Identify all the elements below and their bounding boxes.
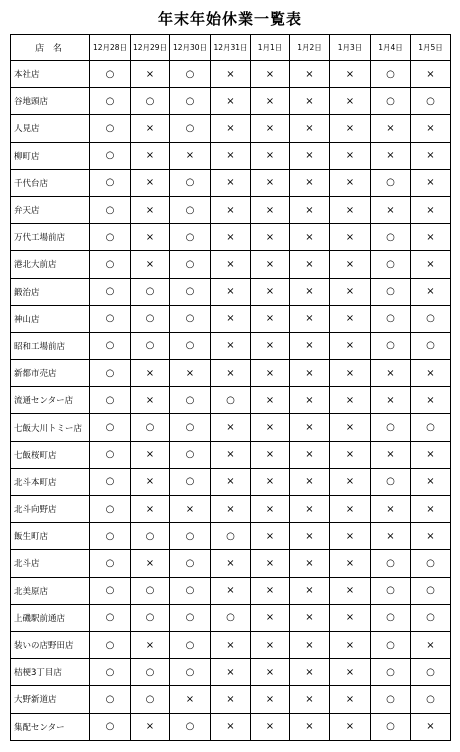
status-cell: ×	[211, 169, 251, 196]
date-column-header: 12月30日	[170, 35, 211, 61]
status-cell: ×	[211, 468, 251, 495]
status-cell: ×	[131, 441, 170, 468]
status-cell: ○	[90, 659, 131, 686]
status-cell: ○	[170, 251, 211, 278]
status-cell: ×	[330, 496, 371, 523]
status-cell: ○	[90, 88, 131, 115]
date-column-header: 12月31日	[211, 35, 251, 61]
status-cell: ×	[251, 631, 290, 658]
status-cell: ×	[411, 360, 451, 387]
status-cell: ×	[251, 360, 290, 387]
status-cell: ×	[330, 441, 371, 468]
status-cell: ○	[90, 577, 131, 604]
status-cell: ○	[211, 523, 251, 550]
schedule-body	[11, 61, 451, 741]
table-row	[11, 468, 451, 495]
table-row	[11, 332, 451, 359]
status-cell: ×	[131, 169, 170, 196]
date-column-header: 1月1日	[251, 35, 290, 61]
status-cell: ○	[90, 496, 131, 523]
status-cell: ○	[170, 631, 211, 658]
status-cell: ×	[170, 360, 211, 387]
status-cell: ×	[411, 169, 451, 196]
status-cell: ×	[411, 278, 451, 305]
date-column-header: 1月2日	[290, 35, 330, 61]
status-cell: ○	[371, 224, 411, 251]
table-row	[11, 278, 451, 305]
date-column-header: 1月3日	[330, 35, 371, 61]
status-cell: ○	[90, 360, 131, 387]
store-name-cell: 千代台店	[11, 169, 90, 196]
holiday-schedule-table	[10, 34, 451, 741]
status-cell: ○	[170, 659, 211, 686]
table-row	[11, 360, 451, 387]
status-cell: ×	[251, 251, 290, 278]
status-cell: ×	[371, 142, 411, 169]
status-cell: ○	[90, 332, 131, 359]
status-cell: ×	[411, 196, 451, 223]
status-cell: ×	[411, 441, 451, 468]
status-cell: ×	[330, 686, 371, 713]
status-cell: ×	[251, 414, 290, 441]
status-cell: ×	[290, 278, 330, 305]
status-cell: ×	[211, 550, 251, 577]
status-cell: ×	[330, 550, 371, 577]
status-cell: ○	[131, 577, 170, 604]
store-name-cell: 集配センター	[11, 713, 90, 740]
status-cell: ×	[411, 142, 451, 169]
date-column-header: 1月4日	[371, 35, 411, 61]
status-cell: ×	[211, 496, 251, 523]
status-cell: ×	[211, 631, 251, 658]
status-cell: ○	[90, 251, 131, 278]
status-cell: ×	[290, 441, 330, 468]
store-name-cell: 北斗店	[11, 550, 90, 577]
status-cell: ×	[211, 332, 251, 359]
status-cell: ○	[90, 441, 131, 468]
status-cell: ○	[170, 414, 211, 441]
status-cell: ×	[211, 659, 251, 686]
status-cell: ○	[170, 604, 211, 631]
status-cell: ×	[211, 88, 251, 115]
store-name-cell: 昭和工場前店	[11, 332, 90, 359]
status-cell: ×	[330, 360, 371, 387]
status-cell: ×	[330, 577, 371, 604]
table-row	[11, 115, 451, 142]
status-cell: ×	[251, 387, 290, 414]
status-cell: ×	[290, 251, 330, 278]
status-cell: ×	[330, 659, 371, 686]
status-cell: ×	[330, 278, 371, 305]
status-cell: ×	[371, 496, 411, 523]
table-row	[11, 496, 451, 523]
status-cell: ×	[170, 686, 211, 713]
status-cell: ○	[371, 631, 411, 658]
status-cell: ×	[251, 278, 290, 305]
status-cell: ×	[131, 115, 170, 142]
status-cell: ○	[371, 251, 411, 278]
status-cell: ×	[411, 523, 451, 550]
status-cell: ○	[371, 305, 411, 332]
status-cell: ○	[371, 604, 411, 631]
status-cell: ×	[290, 142, 330, 169]
page-title: 年末年始休業一覧表	[157, 10, 302, 28]
status-cell: ○	[131, 523, 170, 550]
status-cell: ×	[211, 115, 251, 142]
status-cell: ○	[131, 88, 170, 115]
status-cell: ○	[411, 550, 451, 577]
status-cell: ×	[330, 224, 371, 251]
status-cell: ×	[330, 523, 371, 550]
status-cell: ×	[330, 387, 371, 414]
table-row	[11, 441, 451, 468]
status-cell: ×	[251, 441, 290, 468]
store-name-cell: 七飯大川トミー店	[11, 414, 90, 441]
table-row	[11, 88, 451, 115]
status-cell: ○	[170, 88, 211, 115]
status-cell: ○	[90, 278, 131, 305]
table-row	[11, 550, 451, 577]
status-cell: ×	[251, 496, 290, 523]
status-cell: ×	[290, 523, 330, 550]
status-cell: ×	[251, 88, 290, 115]
status-cell: ○	[411, 577, 451, 604]
status-cell: ×	[290, 659, 330, 686]
status-cell: ×	[251, 196, 290, 223]
status-cell: ○	[170, 550, 211, 577]
status-cell: ×	[330, 332, 371, 359]
status-cell: ○	[170, 196, 211, 223]
status-cell: ○	[411, 305, 451, 332]
status-cell: ×	[371, 387, 411, 414]
status-cell: ○	[131, 604, 170, 631]
status-cell: ○	[131, 305, 170, 332]
status-cell: ○	[170, 523, 211, 550]
table-row	[11, 224, 451, 251]
status-cell: ×	[330, 169, 371, 196]
status-cell: ○	[90, 169, 131, 196]
status-cell: ×	[330, 251, 371, 278]
status-cell: ○	[170, 224, 211, 251]
status-cell: ×	[290, 115, 330, 142]
status-cell: ○	[131, 278, 170, 305]
status-cell: ○	[411, 332, 451, 359]
status-cell: ○	[90, 550, 131, 577]
status-cell: ○	[371, 332, 411, 359]
status-cell: ×	[131, 61, 170, 88]
status-cell: ○	[371, 686, 411, 713]
store-name-cell: 鍛治店	[11, 278, 90, 305]
store-name-cell: 人見店	[11, 115, 90, 142]
status-cell: ×	[290, 414, 330, 441]
status-cell: ○	[170, 61, 211, 88]
status-cell: ×	[211, 713, 251, 740]
status-cell: ×	[411, 251, 451, 278]
store-name-cell: 万代工場前店	[11, 224, 90, 251]
status-cell: ×	[211, 441, 251, 468]
status-cell: ×	[411, 224, 451, 251]
store-name-cell: 本社店	[11, 61, 90, 88]
status-cell: ×	[251, 604, 290, 631]
status-cell: ×	[290, 360, 330, 387]
status-cell: ×	[251, 468, 290, 495]
status-cell: ×	[211, 278, 251, 305]
date-column-header: 1月5日	[411, 35, 451, 61]
status-cell: ○	[90, 115, 131, 142]
store-name-cell: 装いの店野田店	[11, 631, 90, 658]
table-row	[11, 251, 451, 278]
store-name-cell: 北美原店	[11, 577, 90, 604]
store-name-cell: 北斗本町店	[11, 468, 90, 495]
status-cell: ×	[411, 115, 451, 142]
table-row	[11, 196, 451, 223]
status-cell: ×	[131, 387, 170, 414]
table-row	[11, 387, 451, 414]
status-cell: ○	[90, 631, 131, 658]
status-cell: ×	[330, 468, 371, 495]
status-cell: ○	[131, 686, 170, 713]
status-cell: ×	[131, 713, 170, 740]
status-cell: ×	[131, 496, 170, 523]
status-cell: ○	[90, 604, 131, 631]
status-cell: ○	[90, 387, 131, 414]
status-cell: ×	[251, 577, 290, 604]
status-cell: ×	[211, 224, 251, 251]
status-cell: ○	[411, 686, 451, 713]
status-cell: ○	[170, 169, 211, 196]
status-cell: ○	[90, 713, 131, 740]
status-cell: ×	[211, 305, 251, 332]
status-cell: ×	[251, 142, 290, 169]
store-name-cell: 神山店	[11, 305, 90, 332]
status-cell: ×	[251, 224, 290, 251]
status-cell: ×	[290, 196, 330, 223]
status-cell: ×	[411, 496, 451, 523]
status-cell: ○	[371, 278, 411, 305]
status-cell: ×	[251, 169, 290, 196]
table-row	[11, 305, 451, 332]
store-name-cell: 飯生町店	[11, 523, 90, 550]
status-cell: ×	[251, 550, 290, 577]
store-column-header: 店 名	[11, 35, 90, 61]
status-cell: ×	[290, 61, 330, 88]
status-cell: ○	[170, 387, 211, 414]
table-row	[11, 523, 451, 550]
status-cell: ○	[170, 305, 211, 332]
status-cell: ○	[170, 713, 211, 740]
status-cell: ×	[330, 142, 371, 169]
status-cell: ×	[211, 577, 251, 604]
status-cell: ×	[330, 713, 371, 740]
table-row	[11, 169, 451, 196]
status-cell: ×	[411, 468, 451, 495]
status-cell: ×	[290, 496, 330, 523]
status-cell: ×	[290, 631, 330, 658]
store-name-cell: 弁天店	[11, 196, 90, 223]
status-cell: ○	[90, 414, 131, 441]
header-row	[11, 35, 451, 61]
status-cell: ×	[131, 360, 170, 387]
status-cell: ×	[251, 523, 290, 550]
store-name-cell: 大野新道店	[11, 686, 90, 713]
store-name-cell: 北斗向野店	[11, 496, 90, 523]
status-cell: ○	[371, 169, 411, 196]
status-cell: ×	[371, 441, 411, 468]
table-row	[11, 414, 451, 441]
store-name-cell: 七飯桜町店	[11, 441, 90, 468]
store-name-cell: 流通センター店	[11, 387, 90, 414]
status-cell: ×	[251, 332, 290, 359]
status-cell: ○	[371, 414, 411, 441]
status-cell: ○	[411, 414, 451, 441]
status-cell: ○	[411, 659, 451, 686]
store-name-cell: 柳町店	[11, 142, 90, 169]
status-cell: ×	[290, 224, 330, 251]
status-cell: ×	[131, 251, 170, 278]
status-cell: ×	[211, 61, 251, 88]
status-cell: ×	[251, 61, 290, 88]
status-cell: ○	[211, 604, 251, 631]
status-cell: ×	[290, 332, 330, 359]
status-cell: ○	[371, 713, 411, 740]
status-cell: ×	[131, 196, 170, 223]
status-cell: ×	[290, 686, 330, 713]
status-cell: ○	[170, 332, 211, 359]
status-cell: ○	[371, 659, 411, 686]
store-name-cell: 港北大前店	[11, 251, 90, 278]
status-cell: ○	[170, 115, 211, 142]
status-cell: ×	[170, 142, 211, 169]
status-cell: ×	[251, 115, 290, 142]
status-cell: ○	[131, 659, 170, 686]
table-row	[11, 659, 451, 686]
date-column-header: 12月28日	[90, 35, 131, 61]
status-cell: ×	[290, 305, 330, 332]
status-cell: ○	[131, 332, 170, 359]
status-cell: ×	[290, 169, 330, 196]
table-row	[11, 631, 451, 658]
status-cell: ×	[290, 713, 330, 740]
store-name-cell: 上磯駅前通店	[11, 604, 90, 631]
status-cell: ×	[411, 631, 451, 658]
status-cell: ○	[170, 577, 211, 604]
table-row	[11, 61, 451, 88]
status-cell: ×	[330, 196, 371, 223]
status-cell: ×	[131, 224, 170, 251]
status-cell: ○	[90, 468, 131, 495]
status-cell: ○	[371, 577, 411, 604]
status-cell: ×	[411, 713, 451, 740]
status-cell: ×	[211, 251, 251, 278]
status-cell: ×	[411, 387, 451, 414]
status-cell: ○	[371, 61, 411, 88]
status-cell: ×	[251, 305, 290, 332]
status-cell: ×	[211, 414, 251, 441]
status-cell: ○	[90, 686, 131, 713]
status-cell: ×	[131, 468, 170, 495]
status-cell: ×	[211, 196, 251, 223]
status-cell: ×	[371, 523, 411, 550]
store-name-cell: 谷地頭店	[11, 88, 90, 115]
status-cell: ×	[251, 713, 290, 740]
status-cell: ○	[371, 550, 411, 577]
status-cell: ○	[90, 61, 131, 88]
status-cell: ×	[290, 550, 330, 577]
status-cell: ×	[211, 142, 251, 169]
status-cell: ○	[211, 387, 251, 414]
status-cell: ×	[330, 61, 371, 88]
status-cell: ×	[211, 686, 251, 713]
status-cell: ×	[371, 196, 411, 223]
status-cell: ×	[371, 360, 411, 387]
status-cell: ×	[290, 387, 330, 414]
table-row	[11, 142, 451, 169]
table-row	[11, 686, 451, 713]
store-name-cell: 新都市売店	[11, 360, 90, 387]
status-cell: ×	[330, 414, 371, 441]
status-cell: ×	[251, 686, 290, 713]
table-row	[11, 604, 451, 631]
status-cell: ○	[371, 468, 411, 495]
status-cell: ×	[170, 496, 211, 523]
status-cell: ○	[90, 224, 131, 251]
status-cell: ○	[170, 278, 211, 305]
status-cell: ○	[411, 88, 451, 115]
status-cell: ○	[90, 305, 131, 332]
status-cell: ×	[411, 61, 451, 88]
status-cell: ×	[251, 659, 290, 686]
status-cell: ×	[330, 604, 371, 631]
status-cell: ×	[330, 88, 371, 115]
table-row	[11, 577, 451, 604]
status-cell: ×	[330, 115, 371, 142]
status-cell: ×	[131, 550, 170, 577]
status-cell: ○	[90, 523, 131, 550]
status-cell: ×	[330, 631, 371, 658]
store-name-cell: 桔梗3丁目店	[11, 659, 90, 686]
status-cell: ×	[131, 631, 170, 658]
status-cell: ×	[211, 360, 251, 387]
status-cell: ×	[131, 142, 170, 169]
status-cell: ○	[90, 196, 131, 223]
date-column-header: 12月29日	[131, 35, 170, 61]
status-cell: ×	[290, 604, 330, 631]
status-cell: ×	[290, 88, 330, 115]
status-cell: ○	[411, 604, 451, 631]
status-cell: ○	[90, 142, 131, 169]
status-cell: ×	[290, 468, 330, 495]
status-cell: ○	[170, 441, 211, 468]
status-cell: ×	[330, 305, 371, 332]
table-row	[11, 713, 451, 740]
status-cell: ○	[371, 88, 411, 115]
status-cell: ×	[290, 577, 330, 604]
status-cell: ×	[371, 115, 411, 142]
status-cell: ○	[131, 414, 170, 441]
status-cell: ○	[170, 468, 211, 495]
